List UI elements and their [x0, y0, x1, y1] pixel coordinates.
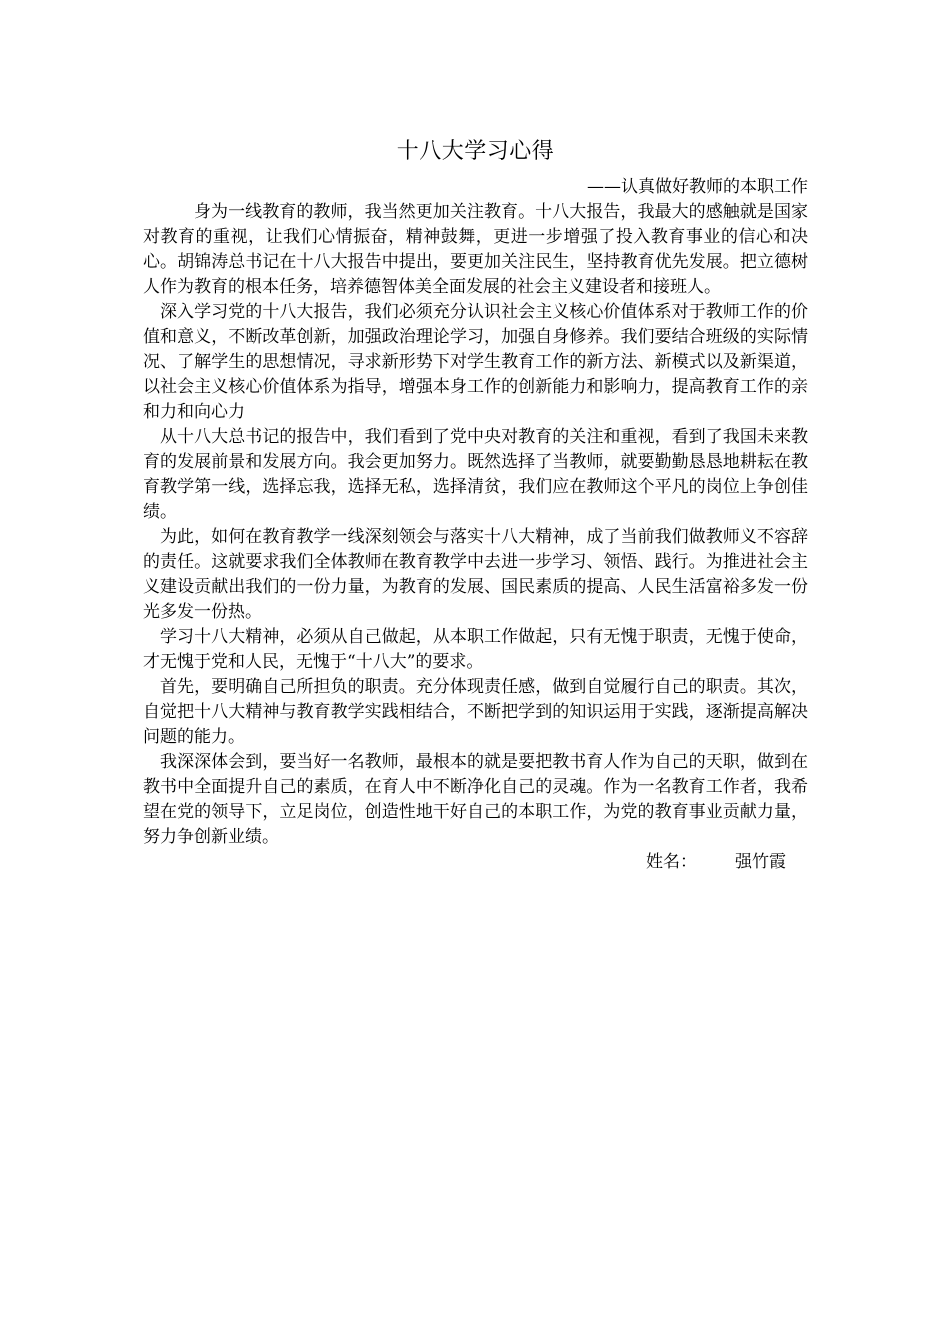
- signature-label: 姓名：: [646, 852, 697, 872]
- paragraph-3: 从十八大总书记的报告中，我们看到了党中央对教育的关注和重视，看到了我国未来教育的发展前景和发展方向。我会更加努力。既然选择了当教师，就要勤勤恳恳地耕耘在教育教学第一线，选择忘我，选择无私，选择清贫，我们应在教师这个平凡的岗位上争创佳绩。: [143, 427, 808, 522]
- paragraph-2: 深入学习党的十八大报告，我们必须充分认识社会主义核心价值体系对于教师工作的价值和意义，不断改革创新，加强政治理论学习，加强自身修养。我们要结合班级的实际情况、了解学生的思想情况，寻求新形势下对学生教育工作的新方法、新模式以及新渠道，以社会主义核心价值体系为指导，增强本身工作的创新能力和影响力，提高教育工作的亲和力和向心力: [143, 302, 808, 422]
- document-subtitle: ——认真做好教师的本职工作: [587, 177, 808, 197]
- paragraph-4: 为此，如何在教育教学一线深刻领会与落实十八大精神，成了当前我们做教师义不容辞的责任。这就要求我们全体教师在教育教学中去进一步学习、领悟、践行。为推进社会主义建设贡献出我们的一份力量，为教育的发展、国民素质的提高、人民生活富裕多发一份光多发一份热。: [143, 527, 808, 622]
- paragraph-6: 首先，要明确自己所担负的职责。充分体现责任感，做到自觉履行自己的职责。其次，自觉把十八大精神与教育教学实践相结合，不断把学到的知识运用于实践，逐渐提高解决问题的能力。: [143, 677, 808, 747]
- paragraph-1: 身为一线教育的教师，我当然更加关注教育。十八大报告，我最大的感触就是国家对教育的重视，让我们心情振奋，精神鼓舞，更进一步增强了投入教育事业的信心和决心。胡锦涛总书记在十八大报告中提出，要更加关注民生，坚持教育优先发展。把立德树人作为教育的根本任务，培养德智体美全面发展的社会主义建设者和接班人。: [143, 202, 808, 297]
- document-title: 十八大学习心得: [396, 139, 555, 164]
- paragraph-7: 我深深体会到，要当好一名教师，最根本的就是要把教书育人作为自己的天职，做到在教书中全面提升自己的素质，在育人中不断净化自己的灵魂。作为一名教育工作者，我希望在党的领导下，立足岗位，创造性地干好自己的本职工作，为党的教育事业贡献力量，努力争创新业绩。: [143, 752, 808, 847]
- document-body: [143, 137, 808, 875]
- paragraph-5: 学习十八大精神，必须从自己做起，从本职工作做起，只有无愧于职责，无愧于使命，才无愧于党和人民，无愧于“十八大”的要求。: [143, 627, 808, 672]
- signature-name: 强竹霞: [735, 852, 786, 872]
- signature-line: [143, 850, 808, 875]
